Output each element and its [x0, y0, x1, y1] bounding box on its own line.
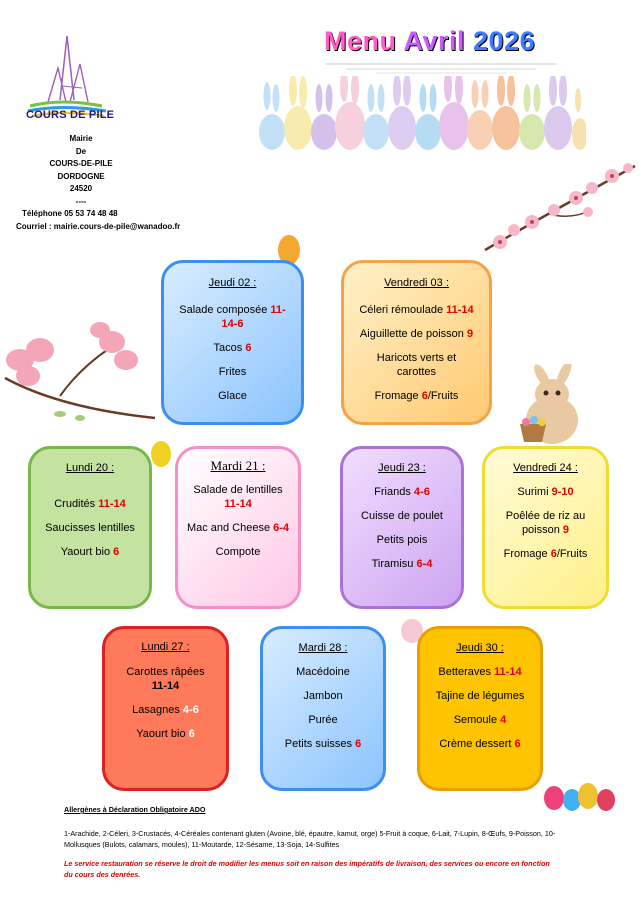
- easter-eggs-icon: [540, 778, 620, 812]
- menu-item: Friands 4-6: [374, 486, 430, 498]
- menu-item: Poêlée de riz au poisson 9: [505, 510, 586, 536]
- menu-item: Lasagnes 4-6: [132, 704, 199, 716]
- menu-item: Carottes râpées 11-14: [126, 666, 205, 692]
- menu-card-mardi-28: [260, 626, 386, 791]
- easter-bunny-basket-icon: [512, 364, 588, 448]
- menu-card-mardi-21: [175, 446, 301, 609]
- card-day: Vendredi 24 :: [513, 462, 578, 474]
- menu-item: Glace: [218, 390, 247, 402]
- menu-item: Tacos 6: [213, 342, 252, 354]
- card-day: Vendredi 03 :: [384, 277, 449, 289]
- menu-item: Tiramisu 6-4: [371, 558, 433, 570]
- menu-item: Compote: [215, 546, 261, 558]
- menu-card-vendredi-03: [341, 260, 492, 425]
- menu-card-jeudi-30: [417, 626, 543, 791]
- menu-item: Macédoine: [296, 666, 350, 678]
- menu-item: Salade de lentilles 11-14: [193, 484, 283, 510]
- address-line: Mairie: [69, 134, 93, 143]
- menu-item: Salade composée 11-14-6: [179, 304, 286, 330]
- cherry-blossom-branch-icon: [480, 158, 640, 258]
- card-day: Mardi 21 :: [210, 458, 266, 473]
- page-title: [324, 26, 535, 57]
- card-day: Mardi 28 :: [298, 642, 348, 654]
- logo-label: COURS DE PILE: [26, 109, 115, 121]
- menu-card-jeudi-02: [161, 260, 304, 425]
- menu-item: Fromage 6/Fruits: [374, 390, 459, 402]
- menu-item: Frites: [218, 366, 247, 378]
- address-line: De: [75, 146, 87, 156]
- menu-item: Yaourt bio 6: [136, 728, 195, 740]
- menu-item: Aiguillette de poisson 9: [359, 328, 474, 340]
- menu-item: Haricots verts et carottes: [376, 352, 457, 378]
- allergen-title: Allergènes à Déclaration Obligatoire ADO: [64, 805, 206, 814]
- title-month-word: Menu: [324, 26, 404, 56]
- menu-item: Surimi 9-10: [517, 486, 574, 498]
- title-shadow-decoration: [326, 61, 556, 75]
- menu-change-notice: Le service restauration se réserve le droit de modifier les menus soit en raison des impératifs de livraison, des services ou encore en fonction du cours des denrées.: [64, 859, 550, 879]
- title-month: Avril: [403, 26, 474, 56]
- card-day: Lundi 27 :: [141, 641, 190, 653]
- menu-card-jeudi-23: [340, 446, 464, 609]
- menu-item: Petits suisses 6: [284, 738, 362, 750]
- mairie-address: [14, 133, 194, 233]
- menu-item: Saucisses lentilles: [45, 522, 135, 534]
- address-line: ----: [75, 196, 87, 206]
- menu-item: Crudités 11-14: [54, 498, 126, 510]
- menu-item: Mac and Cheese 6-4: [186, 522, 290, 534]
- menu-item: Cuisse de poulet: [361, 510, 443, 522]
- allergen-list: 1-Arachide, 2-Céleri, 3-Crustacés, 4-Céréales contenant gluten (Avoine, blé, épautre, kamut, orge) 5-Fruit à coque, 6-Lait, 7-Lupin, 8-Œufs, 9-Poisson, 10-Mollusques (Bulots, calamars, moules), 11-Moutarde, 12-Sésame, 13-Soja, 14-Sulfites: [64, 829, 556, 849]
- address-line: COURS-DE-PILE: [49, 159, 113, 168]
- address-line: DORDOGNE: [57, 171, 105, 181]
- menu-item: Crème dessert 6: [439, 738, 521, 750]
- menu-card-vendredi-24: [482, 446, 609, 609]
- card-day: Jeudi 23 :: [378, 462, 426, 474]
- menu-card-lundi-20: [28, 446, 152, 609]
- menu-item: Semoule 4: [453, 714, 507, 726]
- menu-item: Jambon: [303, 690, 343, 702]
- menu-item: Fromage 6/Fruits: [503, 548, 588, 560]
- menu-item: Purée: [308, 714, 338, 726]
- easter-egg-icon: [148, 438, 174, 468]
- card-day: Jeudi 30 :: [456, 642, 504, 654]
- title-year: 2026: [473, 26, 536, 56]
- menu-item: Céleri rémoulade 11-14: [359, 304, 474, 316]
- menu-item: Petits pois: [376, 534, 428, 546]
- menu-item: Yaourt bio 6: [60, 546, 120, 558]
- menu-card-lundi-27: [102, 626, 229, 791]
- phone-number: Téléphone 05 53 74 48 48: [22, 209, 118, 218]
- card-day: Lundi 20 :: [65, 462, 115, 474]
- menu-item: Tajine de légumes: [435, 690, 525, 702]
- dogwood-branch-icon: [0, 318, 160, 428]
- menu-item: Betteraves 11-14: [438, 666, 522, 678]
- logo-mark: [22, 28, 122, 120]
- email-address: Courriel : mairie.cours-de-pile@wanadoo.fr: [16, 221, 181, 231]
- easter-bunnies-banner: [258, 76, 586, 150]
- card-day: Jeudi 02 :: [208, 277, 257, 289]
- address-line: 24520: [69, 184, 93, 193]
